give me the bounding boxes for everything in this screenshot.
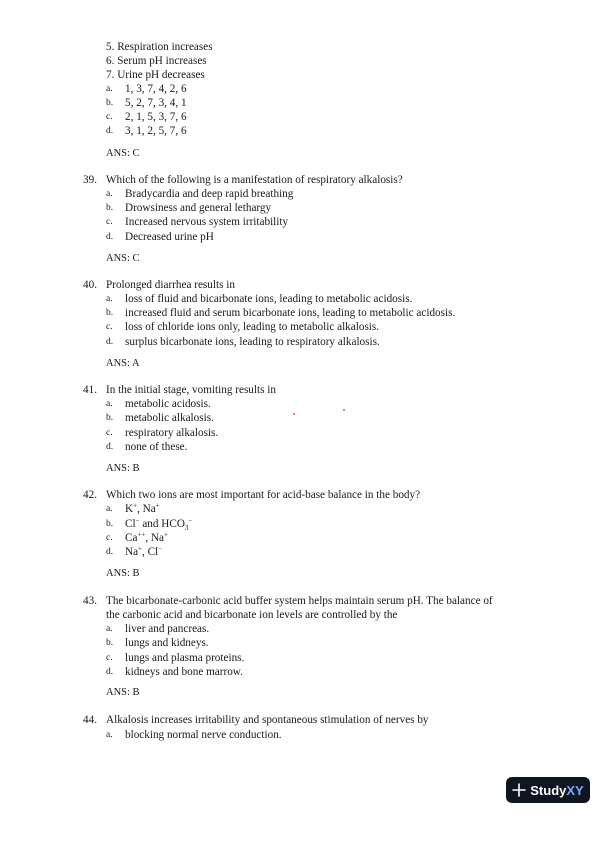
option-text: liver and pancreas. (125, 623, 210, 635)
option-text: lungs and kidneys. (125, 637, 209, 649)
option-letter: a. (106, 294, 113, 304)
option-text (125, 545, 162, 559)
option-letter: c. (106, 112, 113, 122)
option-text: surplus bicarbonate ions, leading to respiratory alkalosis. (125, 336, 380, 348)
ion-symbol: and HCO (139, 518, 185, 530)
answer-label: ANS: B (106, 463, 140, 474)
ion-symbol: Na (125, 546, 139, 558)
option-letter: d. (106, 126, 114, 136)
ion-symbol: K (125, 503, 134, 515)
list-item: 6. Serum pH increases (106, 55, 207, 67)
question-number: 43. (83, 595, 97, 607)
option-letter: d. (106, 232, 114, 242)
option-letter: b. (106, 638, 114, 648)
option-text: Decreased urine pH (125, 231, 214, 243)
option-text (125, 517, 192, 531)
answer-label: ANS: C (106, 253, 140, 264)
question-number: 40. (83, 279, 97, 291)
question-number: 39. (83, 174, 97, 186)
option-letter: a. (106, 399, 113, 409)
ion-charge: + (155, 501, 160, 510)
option-text: respiratory alkalosis. (125, 427, 219, 439)
question-number: 44. (83, 714, 97, 726)
option-letter: a. (106, 504, 113, 514)
option-text: 3, 1, 2, 5, 7, 6 (125, 125, 187, 137)
option-text: metabolic alkalosis. (125, 412, 214, 424)
answer-label: ANS: B (106, 687, 140, 698)
answer-label: ANS: A (106, 358, 140, 369)
ion-charge: + (133, 501, 138, 510)
stray-mark (293, 413, 295, 415)
stray-mark (343, 409, 345, 411)
option-letter: b. (106, 413, 114, 423)
question-text: Which of the following is a manifestation of respiratory alkalosis? (106, 174, 403, 186)
plus-icon (512, 783, 526, 797)
list-item: 7. Urine pH decreases (106, 69, 205, 81)
option-letter: b. (106, 519, 114, 529)
ion-symbol: , Na (137, 503, 156, 515)
option-text: increased fluid and serum bicarbonate ions, leading to metabolic acidosis. (125, 307, 456, 319)
option-text: loss of fluid and bicarbonate ions, leading to metabolic acidosis. (125, 293, 413, 305)
option-letter: d. (106, 337, 114, 347)
option-text: 5, 2, 7, 3, 4, 1 (125, 97, 187, 109)
list-item: 5. Respiration increases (106, 41, 213, 53)
ion-charge: − (135, 516, 140, 525)
option-text: none of these. (125, 441, 188, 453)
option-text: blocking normal nerve conduction. (125, 729, 282, 741)
option-letter: a. (106, 730, 113, 740)
ion-symbol: Ca (125, 532, 138, 544)
studyxy-badge[interactable] (506, 777, 590, 803)
option-text: 2, 1, 5, 3, 7, 6 (125, 111, 187, 123)
question-number: 42. (83, 489, 97, 501)
option-letter: a. (106, 189, 113, 199)
option-text (125, 531, 168, 545)
option-letter: d. (106, 442, 114, 452)
option-letter: c. (106, 322, 113, 332)
question-text: Alkalosis increases irritability and spontaneous stimulation of nerves by (106, 714, 429, 726)
ion-charge: − (188, 516, 193, 525)
answer-label: ANS: B (106, 568, 140, 579)
option-letter: d. (106, 667, 114, 677)
option-text: loss of chloride ions only, leading to metabolic alkalosis. (125, 321, 380, 333)
ion-symbol: Cl (125, 518, 136, 530)
option-text: Bradycardia and deep rapid breathing (125, 188, 294, 200)
brand-name: StudyXY (530, 782, 584, 798)
question-text: Which two ions are most important for acid-base balance in the body? (106, 489, 421, 501)
option-text: kidneys and bone marrow. (125, 666, 243, 678)
option-letter: c. (106, 217, 113, 227)
ion-charge: + (138, 544, 142, 553)
answer-label: ANS: C (106, 148, 140, 159)
option-letter: a. (106, 624, 113, 634)
ion-charge: − (158, 544, 163, 553)
option-text (125, 502, 160, 516)
question-number: 41. (83, 384, 97, 396)
option-letter: c. (106, 428, 113, 438)
option-text: lungs and plasma proteins. (125, 652, 245, 664)
option-letter: b. (106, 98, 114, 108)
question-text: Prolonged diarrhea results in (106, 279, 235, 291)
question-text: In the initial stage, vomiting results in (106, 384, 276, 396)
ion-charge: + (163, 530, 168, 539)
option-text: metabolic acidosis. (125, 398, 211, 410)
ion-charge: ++ (137, 530, 146, 539)
option-letter: a. (106, 84, 113, 94)
ion-symbol: , Na (145, 532, 164, 544)
option-letter: d. (106, 547, 114, 557)
option-text: Increased nervous system irritability (125, 216, 289, 228)
option-text: 1, 3, 7, 4, 2, 6 (125, 83, 187, 95)
option-letter: b. (106, 308, 114, 318)
option-letter: b. (106, 203, 114, 213)
question-text: the carbonic acid and bicarbonate ion levels are controlled by the (106, 609, 398, 621)
option-letter: c. (106, 533, 113, 543)
question-text: The bicarbonate-carbonic acid buffer system helps maintain serum pH. The balance of (106, 595, 493, 607)
ion-symbol: , Cl (142, 546, 159, 558)
ion-subscript: 3 (184, 524, 189, 533)
option-text: Drowsiness and general lethargy (125, 202, 272, 214)
option-letter: c. (106, 653, 113, 663)
